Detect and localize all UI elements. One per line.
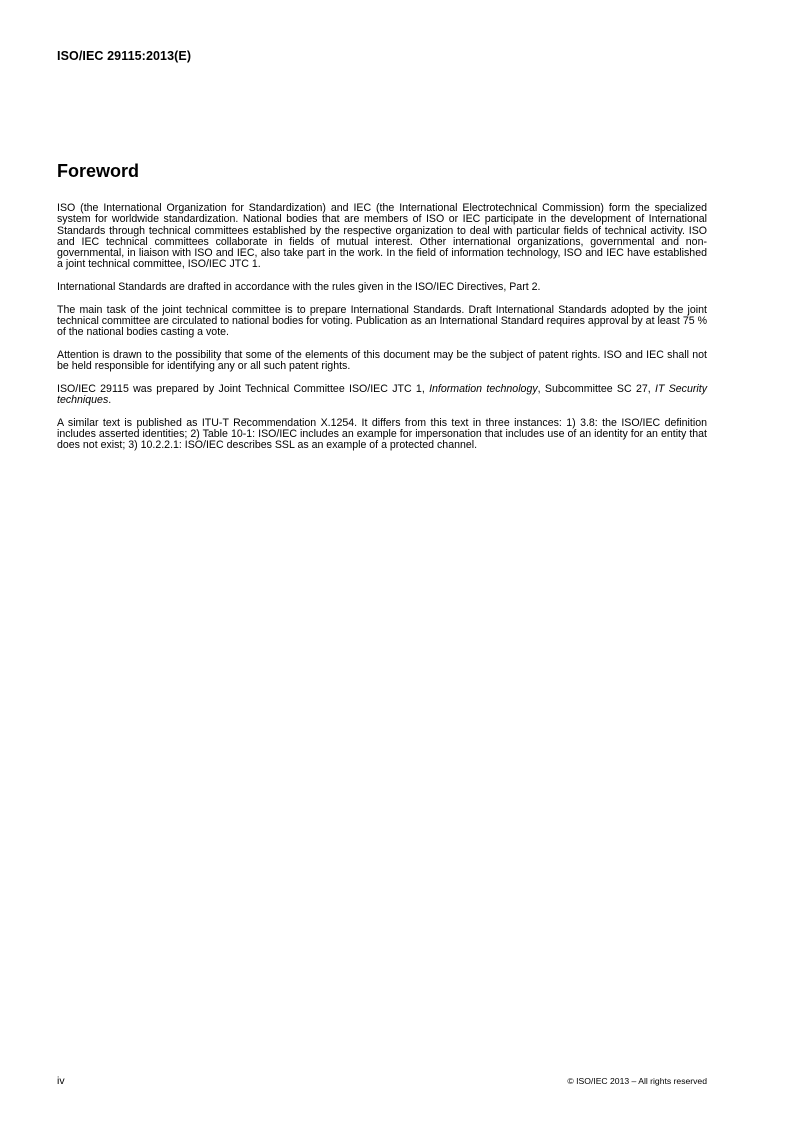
page-title: Foreword — [57, 161, 140, 181]
paragraph-standardization-system: ISO (the International Organization for Standardization) and IEC (the International Electrotechnical Commission) form the specialized system for worldwide standardization. National bodies that are members of ISO or IEC participate in the development of International Standards through technical committees established by the respective organization to deal with particular fields of technical activity. ISO and IEC technical committees collaborate in fields of mutual interest. Other international organizations, governmental and non-governmental, in liaison with ISO and IEC, also take part in the work. In the field of information technology, ISO and IEC have established a joint technical committee, ISO/IEC JTC 1. — [57, 202, 707, 271]
prepared-by-text-2: , Subcommittee SC 27, — [537, 382, 655, 395]
paragraph-prepared-by — [57, 384, 707, 407]
paragraph-main-task: The main task of the joint technical committee is to prepare International Standards. Draft International Standards adopted by the joint technical committee are circulated to national bodies for voting. Publication as an International Standard requires approval by at least 75 % of the national bodies casting a vote. — [57, 303, 707, 339]
paragraph-itu-differences: A similar text is published as ITU-T Recommendation X.1254. It differs from this text in three instances: 1) 3.8: the ISO/IEC definition includes asserted identities; 2) Table 10-1: ISO/IEC includes an example for impersonation that includes use of an identity for an entity that does not exist; 3) 10.2.2.1: ISO/IEC describes SSL as an example of a protected channel. — [57, 416, 707, 452]
paragraph-directives: International Standards are drafted in accordance with the rules given in the ISO/IEC Directives, Part 2. — [57, 281, 541, 294]
prepared-by-text-1: ISO/IEC 29115 was prepared by Joint Technical Committee ISO/IEC JTC 1, — [57, 382, 430, 395]
copyright-notice: © ISO/IEC 2013 – All rights reserved — [567, 1076, 707, 1086]
foreword-body — [57, 203, 707, 463]
prepared-by-text-3: . — [108, 394, 112, 407]
paragraph-patent-rights: Attention is drawn to the possibility that some of the elements of this document may be the subject of patent rights. ISO and IEC shall not be held responsible for identifying any or all such patent rights. — [57, 348, 707, 373]
page-number: iv — [57, 1075, 65, 1087]
subcommittee-title-italic: IT Security techniques — [57, 382, 707, 407]
document-code: ISO/IEC 29115:2013(E) — [57, 49, 192, 63]
committee-title-italic: Information technology — [429, 382, 538, 395]
